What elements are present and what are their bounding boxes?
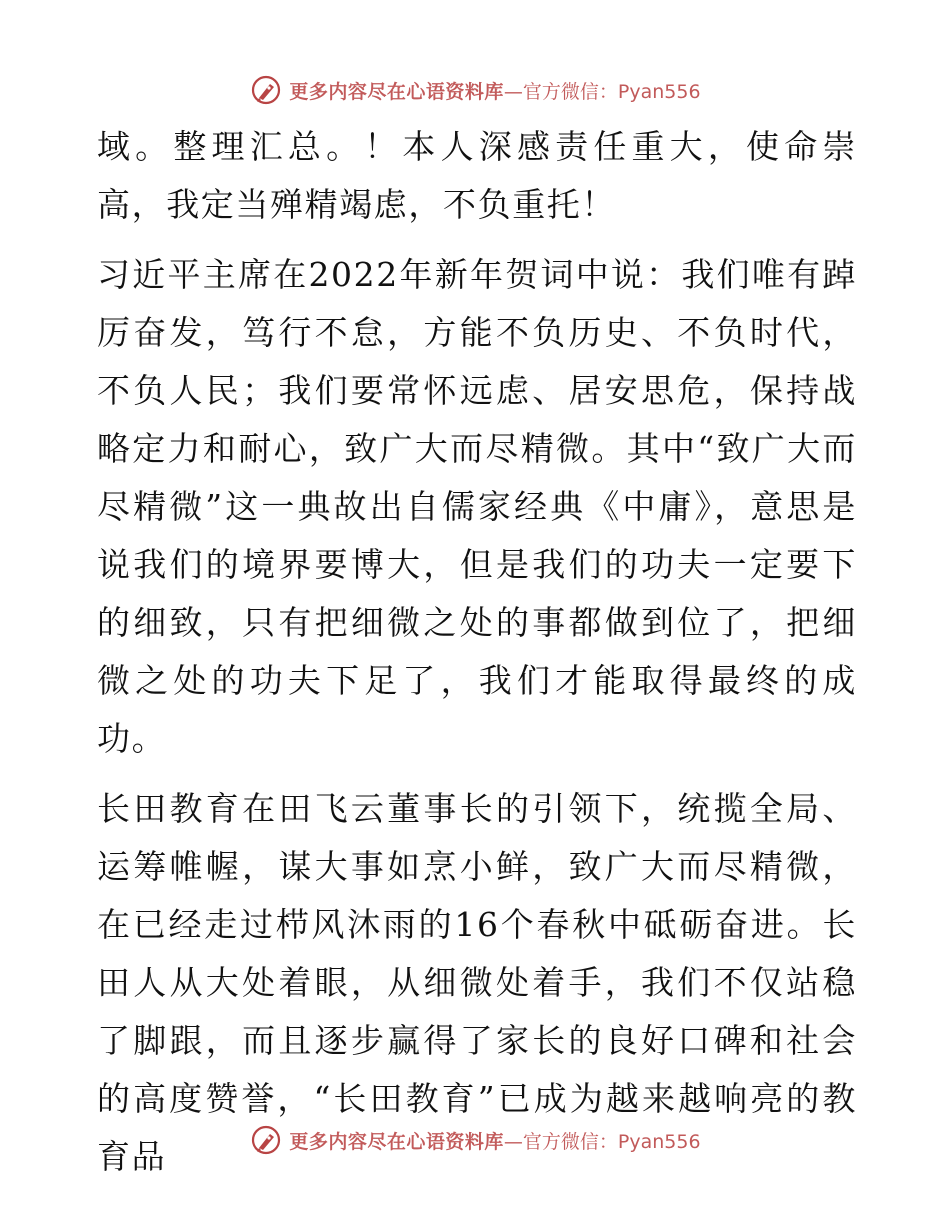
pen-nib-logo-icon — [249, 1123, 283, 1157]
pen-nib-logo-icon — [249, 73, 283, 107]
watermark-contact: —官方微信：Pyan556 — [503, 1130, 701, 1153]
header-watermark — [0, 70, 950, 110]
document-body — [97, 118, 857, 1186]
paragraph-intro: 域。整理汇总。！本人深感责任重大，使命崇高，我定当殚精竭虑，不负重托！ — [97, 127, 857, 224]
paragraph-new-year-address: 习近平主席在2022年新年贺词中说：我们唯有踔厉奋发，笃行不怠，方能不负历史、不负时代，不负人民；我们要常怀远虑、居安思危，保持战略定力和耐心，致广大而尽精微。其中“致广大而尽精微”这一典故出自儒家经典《中庸》，意思是说我们的境界要博大，但是我们的功夫一定要下的细致，只有把细微之处的事都做到位了，把细微之处的功夫下足了，我们才能取得最终的成功。 — [97, 255, 857, 758]
footer-watermark — [0, 1120, 950, 1160]
watermark-brand: 更多内容尽在心语资料库 — [289, 80, 504, 103]
watermark-brand: 更多内容尽在心语资料库 — [289, 1130, 504, 1153]
watermark-contact: —官方微信：Pyan556 — [503, 80, 701, 103]
paragraph-changtian-education: 长田教育在田飞云董事长的引领下，统揽全局、运筹帷幄，谋大事如烹小鲜，致广大而尽精微，在已经走过栉风沐雨的16个春秋中砥砺奋进。长田人从大处着眼，从细微处着手，我们不仅站稳了脚跟，而且逐步赢得了家长的良好口碑和社会的高度赞誉，“长田教育”已成为越来越响亮的教育品 — [97, 789, 857, 1176]
